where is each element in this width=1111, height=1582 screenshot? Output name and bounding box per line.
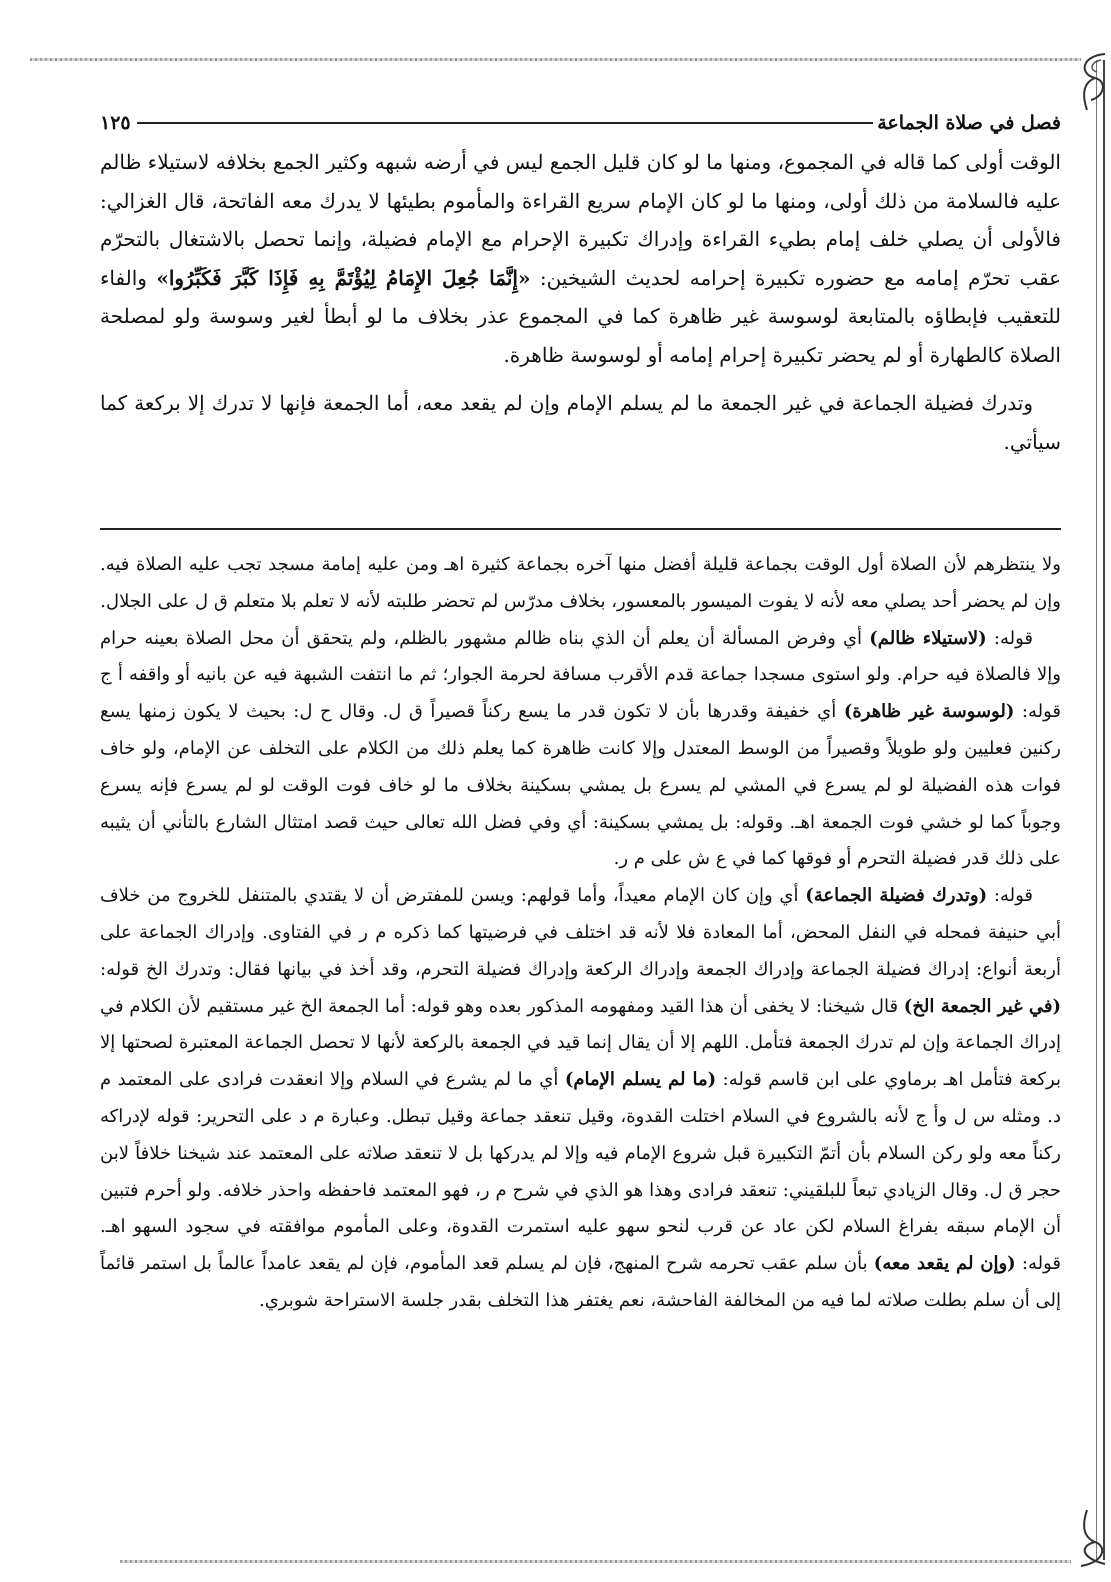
note-lead: قوله:: [993, 627, 1033, 649]
bottom-scroll-ornament-icon: [1071, 1508, 1111, 1568]
top-border-line: [30, 58, 1081, 61]
note-term: (لوسوسة غير ظاهرة): [843, 701, 1015, 723]
main-paragraph-text-end: والفاء للتعقيب فإبطاؤه بالمتابعة لوسوسة غير ظاهرة كما في المجموع عذر بخلاف ما لو أبطأ لغير وسوسة ولو لمصلحة الصلاة كالطهارة أو لم يحضر تكبيرة إحرام إمامه أو لوسوسة ظاهرة.: [100, 265, 1061, 367]
hadith-quote: «إِنَّمَا جُعِلَ الإِمَامُ لِيُؤْتَمَّ بِهِ فَإِذَا كَبَّرَ فَكَبِّرُوا»: [156, 265, 531, 290]
main-paragraph-text: الوقت أولى كما قاله في المجموع، ومنها ما لو كان قليل الجمع ليس في أرضه شبهه وكثير الجمع بخلافه لاستيلاء ظالم عليه فالسلامة من ذلك أولى، ومنها ما لو كان الإمام سريع القراءة والمأموم بطيئها لا يدرك معه الفاتحة، قال الغزالي: فالأولى أن يصلي خلف إمام بطيء القراءة وإدراك تكبيرة الإحرام مع الإمام فضيلة، وإنما تحصل بالاشتغال بالتحرّم عقب تحرّم إمامه مع حضوره تكبيرة إحرامه لحديث الشيخين:: [100, 150, 1062, 290]
header-rule: [137, 122, 874, 124]
note-text: أي ما لم يشرع في السلام وإلا انعقدت فرادى على المعتمد م د. ومثله س ل وأ ج لأنه بالشروع في السلام اختلت القدوة، وقيل تنعقد جماعة وقيل تبطل. وعبارة م د على التحرير: قوله لإدراكه ركناً معه ولو ركن السلام بأن أتمّ التكبيرة قبل شروع الإمام فيه وإلا لم يدركها بل لا تنعقد صلاته على المعتمد عند شيخنا خلافاً لابن حجر ق ل. وقال الزيادي تبعاً للبلقيني: تنعقد فرادى وهذا هو الذي في شرح م ر، فهو المعتمد فاحفظه واحذر خلافه. ولو أحرم فتبين أن الإمام سبقه بفراغ السلام لكن عاد عن قرب لنحو سهو عليه استمرت القدوة، وعلى المأموم موافقته في سجود السهو اهـ. قوله:: [100, 1069, 1061, 1275]
bottom-border-line: [120, 1560, 1071, 1563]
main-text: [100, 143, 1061, 461]
footnote-separator: [100, 528, 1061, 530]
commentary-notes: [100, 547, 1061, 1320]
page-number: ١٢٥: [100, 112, 131, 134]
note-text: أي وإن كان الإمام معيداً، وأما قولهم: ويسن للمفترض أن لا يقتدي بالمتنفل للخروج من خلاف أبي حنيفة فمحله في النفل المحض، أما المعادة فلا لأنه قد اختلف في فرضيتها كما ذكره م ر في الفتاوى. وإدراك الجماعة على أربعة أنواع: إدراك فضيلة الجماعة وإدراك الجمعة وإدراك الركعة وإدراك فضيلة التحرم، وقد أخذ في بيانها فقال: وتدرك الخ قوله:: [100, 885, 1061, 980]
note-text: بأن سلم عقب تحرمه شرح المنهج، فإن لم يسلم قعد المأموم، فإن لم يقعد عامداً عالماً بل استمر قائماً إلى أن سلم بطلت صلاته لما فيه من المخالفة الفاحشة، نعم يغتفر هذا التخلف بقدر جلسة الاستراحة شوبري.: [100, 1253, 1061, 1311]
chapter-title: فصل في صلاة الجماعة: [877, 112, 1061, 134]
note-text: قال شيخنا: لا يخفى أن هذا القيد ومفهومه المذكور بعده وهو قوله: أما الجمعة الخ غير مستقيم لأن الكلام في إدراك الجماعة وإن لم تدرك الجمعة فتأمل. اللهم إلا أن يقال إنما قيد في الجمعة بالركعة لأنها لا تحصل الجماعة المعتبرة لصحتها إلا بركعة فتأمل اهـ برماوي على ابن قاسم قوله:: [100, 995, 1061, 1091]
main-paragraph: [100, 384, 1061, 461]
note-term: (وتدرك فضيلة الجماعة): [805, 885, 988, 907]
note-term: (في غير الجمعة الخ): [903, 995, 1061, 1017]
note-term: (لاستيلاء ظالم): [869, 627, 987, 649]
main-paragraph: [100, 143, 1061, 374]
note-text: ولا ينتظرهم لأن الصلاة أول الوقت بجماعة قليلة أفضل منها آخره بجماعة كثيرة اهـ ومن عليه إمامة مسجد تجب عليه الصلاة فيه. وإن لم يحضر أحد يصلي معه لأنه لا يفوت الميسور بالمعسور، بخلاف مدرّس لم تحضر طلبته لأنه لا تعلم بلا متعلم ق ل على الجلال.: [100, 554, 1061, 612]
note-text: أي خفيفة وقدرها بأن لا تكون قدر ما يسع ركناً قصيراً ق ل. وقال ح ل: بحيث لا يكون زمنها يسع ركنين فعليين ولو طويلاً وقصيراً من الوسط المعتدل وإلا كانت ظاهرة كما يعلم ذلك من الكلام على التخلف عن الإمام، ولو خاف فوات هذه الفضيلة لو لم يسرع في المشي لم يسرع بل يمشي بسكينة بخلاف ما لو خاف فوت الوقت لو لم يسرع فإنه يسرع وجوباً كما لو خشي فوت الجمعة اهـ. وقوله: بل يمشي بسكينة: أي وفي فضل الله تعالى حيث قصد امتثال الشارع بالتأني أن يثيبه على ذلك قدر فضيلة التحرم أو فوقها كما في ع ش على م ر.: [100, 701, 1061, 870]
note-lead: قوله:: [993, 885, 1033, 907]
note-term: (ما لم يسلم الإمام): [564, 1069, 717, 1091]
note-text: أي وفرض المسألة أن يعلم أن الذي بناه ظالم مشهور بالظلم، ولم يتحقق أن محل الصلاة بعينه حرام وإلا فالصلاة فيه حرام. ولو استوى مسجدا جماعة قدم الأقرب مسافة لحرمة الجوار؛ ثم ما انتفت الشبهة فيه عن بانيه أو واقفه أ ج قوله:: [100, 627, 1061, 723]
running-header: [100, 108, 1061, 138]
main-paragraph-text: وتدرك فضيلة الجماعة في غير الجمعة ما لم يسلم الإمام وإن لم يقعد معه، أما الجمعة فإنها لا تدرك إلا بركعة كما سيأتي.: [100, 391, 1061, 454]
top-scroll-ornament-icon: [1071, 52, 1111, 112]
note-term: (وإن لم يقعد معه): [873, 1253, 1016, 1275]
commentary-paragraph: [100, 878, 1061, 1320]
commentary-paragraph: [100, 621, 1061, 879]
commentary-paragraph: [100, 547, 1061, 621]
side-border-line: [1096, 60, 1105, 1560]
